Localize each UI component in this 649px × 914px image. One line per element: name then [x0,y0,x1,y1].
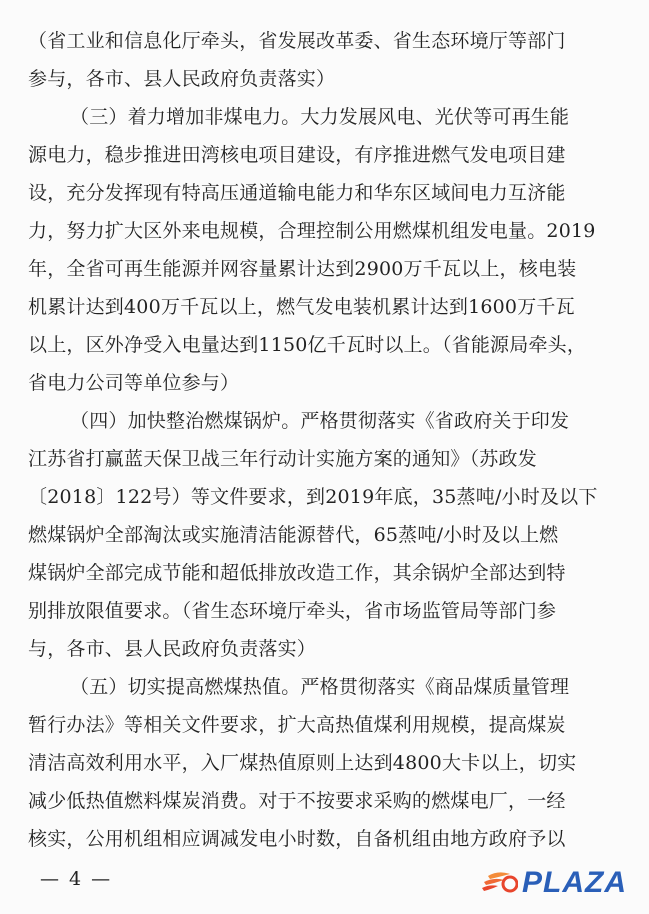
text-line: 暂行办法》等相关文件要求，扩大高热值煤利用规模，提高煤炭 [28,714,566,736]
text-line: （三）着力增加非煤电力。大力发展风电、光伏等可再生能 [70,106,570,128]
text-line: （四）加快整治燃煤锅炉。严格贯彻落实《省政府关于印发 [70,410,570,432]
text-line: 以上，区外净受入电量达到1150亿千瓦时以上。（省能源局牵头， [28,334,587,356]
text-line: 别排放限值要求。（省生态环境厅牵头，省市场监管局等部门参 [28,600,557,622]
text-line: 清洁高效利用水平，入厂煤热值原则上达到4800大卡以上，切实 [28,752,577,774]
text-line: 减少低热值燃料煤炭消费。对于不按要求采购的燃煤电厂，一经 [28,790,566,812]
text-line: 江苏省打赢蓝天保卫战三年行动计实施方案的通知》（苏政发 [28,448,537,470]
text-line: 省电力公司等单位参与） [28,372,240,394]
text-line: 年，全省可再生能源并网容量累计达到2900万千瓦以上，核电装 [28,258,577,280]
flame-logo-icon [480,866,518,900]
text-line: 核实，公用机组相应调减发电小时数，自备机组由地方政府予以 [28,828,566,850]
watermark-text: PLAZA [522,866,627,899]
text-line: 燃煤锅炉全部淘汰或实施清洁能源替代，65蒸吨/小时及以上燃 [28,524,559,546]
text-line: 设，充分发挥现有特高压通道输电能力和华东区域间电力互济能 [28,182,566,204]
text-line: 力，努力扩大区外来电规模，合理控制公用燃煤机组发电量。2019 [28,220,596,242]
text-line: （五）切实提高燃煤热值。严格贯彻落实《商品煤质量管理 [70,676,570,698]
text-line: 参与，各市、县人民政府负责落实） [28,68,336,90]
text-line: 与，各市、县人民政府负责落实） [28,638,317,660]
text-line: 〔2018〕122号）等文件要求，到2019年底，35蒸吨/小时及以下 [28,486,598,508]
page-number: — 4 — [40,868,113,890]
watermark [480,866,627,900]
text-line: （省工业和信息化厅牵头，省发展改革委、省生态环境厅等部门 [28,30,566,52]
document-body [28,22,614,858]
text-line: 煤锅炉全部完成节能和超低排放改造工作，其余锅炉全部达到特 [28,562,566,584]
text-line: 源电力，稳步推进田湾核电项目建设，有序推进燃气发电项目建 [28,144,566,166]
text-line: 机累计达到400万千瓦以上，燃气发电装机累计达到1600万千瓦 [28,296,575,318]
